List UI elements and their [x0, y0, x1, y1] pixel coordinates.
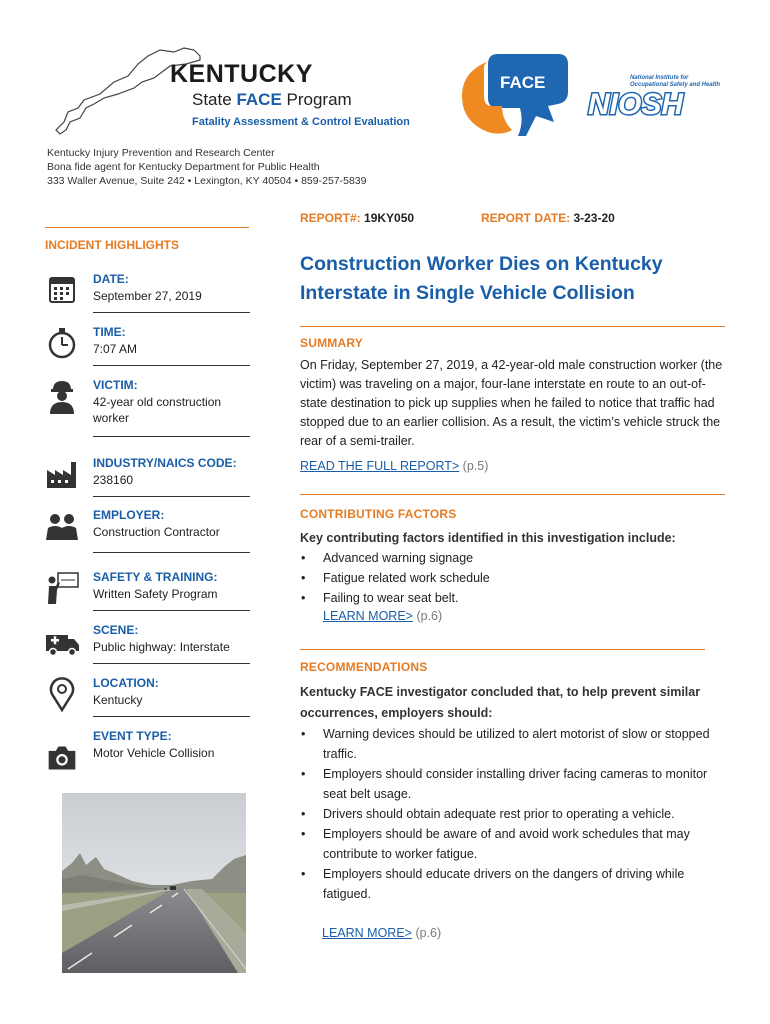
list-item: • Advanced warning signage [300, 548, 720, 568]
highlight-label: EMPLOYER: [93, 508, 165, 522]
report-title-line: Interstate in Single Vehicle Collision [300, 282, 635, 304]
summary-text: On Friday, September 27, 2019, a 42-year-old male construction worker (the victim) was traveling on a major, four-lane interstate en route to an out-of-state destination to pick up supplies when he failed to notice that traffic had stopped due to an earlier collision. As a result, the victim’s vehicle struck the rear of a semi-trailer. [300, 358, 723, 448]
highlight-rule [93, 716, 250, 717]
address-line: 333 Waller Avenue, Suite 242 • Lexington, KY 40504 • 859-257-5839 [47, 175, 367, 187]
report-title-line: Construction Worker Dies on Kentucky [300, 253, 663, 275]
highlight-rule [93, 663, 250, 664]
program-expansion: Fatality Assessment & Control Evaluation [192, 116, 410, 128]
summary-rule [300, 326, 725, 327]
highlight-value: 42-year old construction worker [93, 395, 222, 425]
list-item: • Drivers should obtain adequate rest prior to operating a vehicle. [300, 804, 728, 824]
highlight-label: EVENT TYPE: [93, 729, 172, 743]
highlight-value: Kentucky [93, 693, 143, 707]
address-line: Kentucky Injury Prevention and Research Center [47, 147, 275, 159]
program-suffix: Program [286, 90, 352, 109]
highlight-safety-training [44, 570, 250, 610]
highlight-label: INDUSTRY/NAICS CODE: [93, 456, 237, 470]
summary-link-row [300, 459, 488, 473]
training-icon [44, 570, 80, 606]
factors-rule [300, 494, 725, 495]
list-item: • Failing to wear seat belt. [300, 588, 720, 608]
factors-link-page: (p.6) [416, 609, 443, 623]
recommendations-link-page: (p.6) [415, 926, 442, 940]
list-item: • Fatigue related work schedule [300, 568, 720, 588]
report-date [481, 211, 615, 225]
highlight-location [44, 676, 250, 716]
niosh-logo-text: NIOSH [588, 88, 684, 120]
factors-link-row [323, 609, 442, 623]
highlight-label: SCENE: [93, 623, 139, 637]
recommendations-intro: Kentucky FACE investigator concluded that, to help prevent similar occurrences, employers should: [300, 685, 701, 720]
factors-heading: CONTRIBUTING FACTORS [300, 507, 457, 521]
address-block [47, 146, 366, 188]
factors-learn-more-link[interactable]: LEARN MORE> [323, 609, 413, 623]
report-date-label: REPORT DATE: [481, 211, 571, 225]
highlight-label: TIME: [93, 325, 126, 339]
highlight-employer [44, 508, 250, 558]
highlight-rule [93, 365, 250, 366]
program-prefix: State [192, 90, 232, 109]
highlight-industry [44, 456, 250, 496]
list-item: • Employers should educate drivers on the dangers of driving while fatigued. [300, 864, 728, 904]
factory-icon [44, 456, 80, 492]
report-title [300, 250, 720, 308]
summary-link-page: (p.5) [462, 459, 489, 473]
highlight-value: Written Safety Program [93, 587, 218, 601]
highlight-value: 238160 [93, 473, 134, 487]
report-number-label: REPORT#: [300, 211, 361, 225]
ambulance-icon [44, 623, 80, 659]
niosh-tagline-1: National Institute for [630, 75, 689, 81]
recommendations-list [300, 724, 728, 904]
report-number-value: 19KY050 [364, 211, 415, 225]
factors-intro: Key contributing factors identified in this investigation include: [300, 531, 676, 545]
highlight-date [44, 272, 250, 312]
worker-icon [44, 378, 80, 414]
program-state-title: KENTUCKY [170, 60, 313, 88]
recommendations-link-row [322, 926, 441, 940]
summary-heading: SUMMARY [300, 336, 363, 350]
niosh-logo-icon [586, 72, 726, 120]
location-pin-icon [44, 676, 80, 712]
list-item: • Employers should consider installing driver facing cameras to monitor seat belt usage. [300, 764, 728, 804]
highlight-scene [44, 623, 250, 663]
recommendations-rule [300, 649, 705, 650]
camera-icon [46, 742, 78, 774]
kentucky-map-outline-icon [44, 42, 204, 142]
highlight-rule [93, 436, 250, 437]
highlight-value: Motor Vehicle Collision [93, 746, 215, 760]
highlight-value: Public highway: Interstate [93, 640, 230, 654]
list-item: • Warning devices should be utilized to alert motorist of slow or stopped traffic. [300, 724, 728, 764]
highway-scene-photo [62, 793, 246, 973]
report-date-value: 3-23-20 [573, 211, 615, 225]
highlight-rule [93, 552, 250, 553]
list-item: • Employers should be aware of and avoid work schedules that may contribute to worker fatigue. [300, 824, 728, 864]
highlight-label: VICTIM: [93, 378, 138, 392]
program-face: FACE [236, 90, 282, 109]
recommendations-heading: RECOMMENDATIONS [300, 660, 428, 674]
highlight-time [44, 325, 250, 365]
sidebar-heading: INCIDENT HIGHLIGHTS [45, 238, 179, 252]
highlight-label: LOCATION: [93, 676, 159, 690]
highlight-value: September 27, 2019 [93, 289, 202, 303]
highlight-rule [93, 496, 250, 497]
highlight-rule [93, 610, 250, 611]
stopwatch-icon [44, 325, 80, 361]
people-icon [44, 508, 80, 544]
read-full-report-link[interactable]: READ THE FULL REPORT> [300, 459, 460, 473]
highlight-value: Construction Contractor [93, 525, 220, 539]
calendar-icon [44, 272, 80, 308]
recommendations-learn-more-link[interactable]: LEARN MORE> [322, 926, 412, 940]
highlight-value: 7:07 AM [93, 342, 138, 356]
highlight-label: DATE: [93, 272, 129, 286]
highlight-victim [44, 378, 250, 448]
report-number [300, 211, 414, 225]
niosh-tagline-2: Occupational Safety and Health [630, 82, 721, 88]
highlight-label: SAFETY & TRAINING: [93, 570, 218, 584]
factors-list [300, 548, 720, 608]
program-name [192, 90, 352, 110]
face-logo-text: FACE [500, 73, 546, 92]
highlight-rule [93, 312, 250, 313]
address-line: Bona fide agent for Kentucky Department for Public Health [47, 161, 320, 173]
sidebar-top-rule [45, 227, 249, 228]
face-logo-icon [458, 50, 570, 140]
